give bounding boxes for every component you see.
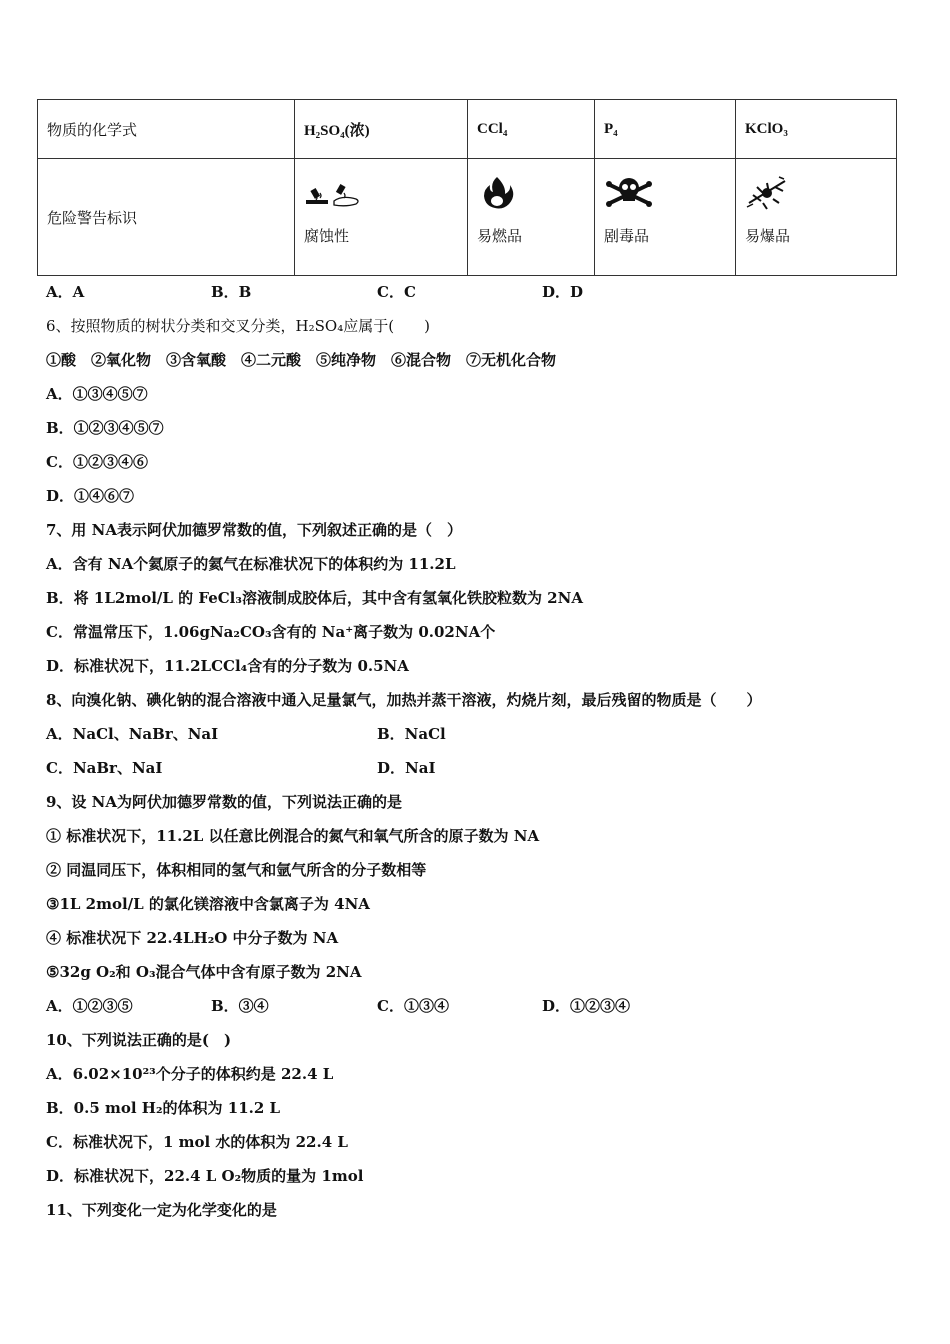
q9-stem: 9、设 NA为阿伏加德罗常数的值，下列说法正确的是	[46, 793, 403, 811]
q10-option-d[interactable]: D．标准状况下，22.4 L O₂物质的量为 1mol	[46, 1167, 364, 1185]
corrosive-label: 腐蚀性	[304, 227, 350, 245]
q7-option-d[interactable]: D．标准状况下，11.2LCCl₄含有的分子数为 0.5NA	[46, 657, 409, 675]
formula-row	[38, 100, 897, 159]
explosive-cell	[736, 159, 897, 276]
toxic-label: 剧毒品	[604, 227, 650, 245]
formula-ccl4: CCl₄	[468, 100, 595, 159]
q6-option-a[interactable]: A．①③④⑤⑦	[46, 385, 148, 403]
skull-icon	[604, 173, 654, 213]
q9-statement-5: ⑤32g O₂和 O₃混合气体中含有原子数为 2NA	[46, 963, 362, 981]
q8-options-row1	[46, 724, 446, 744]
explosive-label: 易爆品	[745, 227, 791, 245]
q8-options-row2	[46, 758, 435, 778]
q10-option-c[interactable]: C．标准状况下，1 mol 水的体积为 22.4 L	[46, 1133, 348, 1151]
q8-option-a[interactable]: A．NaCl、NaBr、NaI	[46, 725, 219, 743]
q8-stem: 8、向溴化钠、碘化钠的混合溶液中通入足量氯气，加热并蒸干溶液，灼烧片刻，最后残留的物质是（ ）	[46, 691, 762, 709]
q9-statement-2: ② 同温同压下，体积相同的氢气和氩气所含的分子数相等	[46, 861, 427, 879]
q8-option-b[interactable]: B．NaCl	[377, 725, 446, 743]
hazard-table	[37, 99, 897, 276]
q11-stem: 11、下列变化一定为化学变化的是	[46, 1201, 277, 1219]
formula-p4: P₄	[595, 100, 736, 159]
symbol-row-label: 危险警告标识	[38, 159, 295, 276]
q9-statement-1: ① 标准状况下，11.2L 以任意比例混合的氮气和氧气所含的原子数为 NA	[46, 827, 540, 845]
q7-option-c[interactable]: C．常温常压下，1.06gNa₂CO₃含有的 Na⁺离子数为 0.02NA个	[46, 623, 496, 641]
flame-icon	[477, 173, 517, 213]
toxic-cell	[595, 159, 736, 276]
q6-option-b[interactable]: B．①②③④⑤⑦	[46, 419, 164, 437]
corrosive-icon	[304, 173, 364, 213]
q7-option-a[interactable]: A．含有 NA个氦原子的氦气在标准状况下的体积约为 11.2L	[46, 555, 456, 573]
q9-options	[46, 996, 630, 1016]
q9-option-d[interactable]: D．①②③④	[542, 997, 631, 1015]
formula-kclo3: KClO₃	[736, 100, 897, 159]
flammable-cell	[468, 159, 595, 276]
q8-option-c[interactable]: C．NaBr、NaI	[46, 759, 163, 777]
q10-option-b[interactable]: B．0.5 mol H₂的体积为 11.2 L	[46, 1099, 281, 1117]
q9-option-c[interactable]: C．①③④	[377, 997, 449, 1015]
q5-option-c[interactable]: C．C	[377, 283, 416, 301]
q5-option-d[interactable]: D．D	[542, 283, 584, 301]
q6-option-d[interactable]: D．①④⑥⑦	[46, 487, 135, 505]
q9-statement-4: ④ 标准状况下 22.4LH₂O 中分子数为 NA	[46, 929, 339, 947]
q7-stem: 7、用 NA表示阿伏加德罗常数的值，下列叙述正确的是（ ）	[46, 521, 463, 539]
flammable-label: 易燃品	[477, 227, 523, 245]
q9-statement-3: ③1L 2mol/L 的氯化镁溶液中含氯离子为 4NA	[46, 895, 370, 913]
q6-option-c[interactable]: C．①②③④⑥	[46, 453, 148, 471]
explosion-icon	[745, 173, 789, 213]
q5-option-b[interactable]: B．B	[211, 283, 252, 301]
q10-option-a[interactable]: A．6.02×10²³个分子的体积约是 22.4 L	[46, 1065, 334, 1083]
q9-option-b[interactable]: B．③④	[211, 997, 269, 1015]
q10-stem: 10、下列说法正确的是( )	[46, 1031, 232, 1049]
q6-stem: 6、按照物质的树状分类和交叉分类，H₂SO₄应属于( )	[46, 317, 430, 335]
q5-options	[46, 282, 583, 302]
q9-option-a[interactable]: A．①②③⑤	[46, 997, 133, 1015]
symbol-row	[38, 159, 897, 276]
q6-items: ①酸 ②氧化物 ③含氧酸 ④二元酸 ⑤纯净物 ⑥混合物 ⑦无机化合物	[46, 351, 557, 369]
q5-option-a[interactable]: A．A	[46, 283, 85, 301]
q8-option-d[interactable]: D．NaI	[377, 759, 436, 777]
q7-option-b[interactable]: B．将 1L2mol/L 的 FeCl₃溶液制成胶体后，其中含有氢氧化铁胶粒数为 2NA	[46, 589, 583, 607]
formula-h2so4: H₂SO₄(浓)	[295, 100, 468, 159]
formula-row-label: 物质的化学式	[38, 100, 295, 159]
corrosive-cell	[295, 159, 468, 276]
